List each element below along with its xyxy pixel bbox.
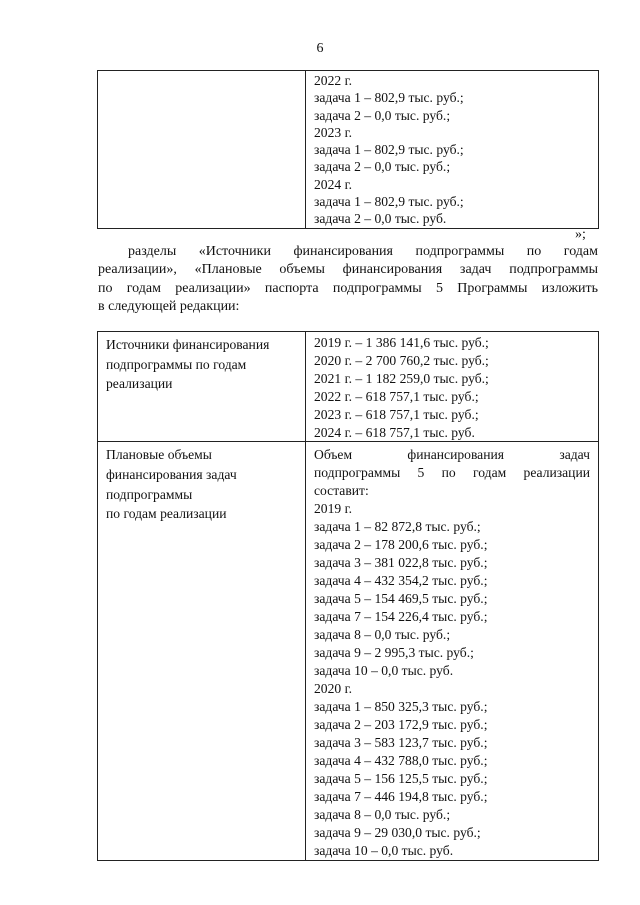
intro-line: Объем финансирования задач — [314, 447, 590, 463]
task-line: 2020 г. — [314, 681, 353, 697]
task-line: задача 1 – 82 872,8 тыс. руб.; — [314, 519, 481, 535]
task-line: задача 5 – 154 469,5 тыс. руб.; — [314, 591, 488, 607]
task-line: задача 8 – 0,0 тыс. руб.; — [314, 807, 451, 823]
year-amount-line: 2022 г. – 618 757,1 тыс. руб.; — [314, 388, 479, 404]
task-line: задача 3 – 583 123,7 тыс. руб.; — [314, 735, 488, 751]
task-line: задача 8 – 0,0 тыс. руб.; — [314, 627, 451, 643]
planned-volumes-values-cell — [306, 442, 599, 861]
task-line: задача 5 – 156 125,5 тыс. руб.; — [314, 771, 488, 787]
task-line: задача 4 – 432 788,0 тыс. руб.; — [314, 753, 488, 769]
task-line: задача 10 – 0,0 тыс. руб. — [314, 663, 454, 679]
task-line: задача 7 – 154 226,4 тыс. руб.; — [314, 609, 488, 625]
body-paragraph — [98, 243, 598, 316]
row-label-line: подпрограммы по годам — [106, 356, 247, 372]
row-label-line: финансирования задач — [106, 467, 237, 483]
table1-line: задача 1 – 802,9 тыс. руб.; — [314, 90, 464, 106]
page-number: 6 — [316, 41, 324, 56]
row-label-line: по годам реализации — [106, 506, 227, 522]
task-line: задача 1 – 850 325,3 тыс. руб.; — [314, 699, 488, 715]
paragraph-line: разделы «Источники финансирования подпрограммы по годам — [128, 244, 598, 259]
task-line: задача 3 – 381 022,8 тыс. руб.; — [314, 555, 488, 571]
passport-table — [97, 331, 599, 861]
table1-line: задача 2 – 0,0 тыс. руб.; — [314, 159, 451, 175]
table1-line: 2024 г. — [314, 176, 353, 192]
year-amount-line: 2023 г. – 618 757,1 тыс. руб.; — [314, 406, 479, 422]
year-amount-line: 2024 г. – 618 757,1 тыс. руб. — [314, 424, 475, 440]
year-amount-line: 2020 г. – 2 700 760,2 тыс. руб.; — [314, 352, 489, 368]
funding-sources-values-cell — [306, 332, 599, 442]
paragraph-line: по годам реализации» паспорта подпрограммы 5 Программы изложить — [98, 280, 598, 296]
table1-line: 2023 г. — [314, 124, 353, 140]
task-line: задача 7 – 446 194,8 тыс. руб.; — [314, 789, 488, 805]
table1-left-cell — [98, 71, 306, 229]
funding-sources-label-cell — [98, 332, 306, 442]
row-label-line: подпрограммы — [106, 486, 193, 502]
task-line: задача 9 – 29 030,0 тыс. руб.; — [314, 825, 481, 841]
task-line: задача 2 – 178 200,6 тыс. руб.; — [314, 537, 488, 553]
row-label-line: реализации — [106, 376, 173, 392]
row-label-line: Источники финансирования — [106, 337, 270, 352]
table1-right-cell — [306, 71, 599, 229]
planned-volumes-label-cell — [98, 442, 306, 861]
task-line: задача 2 – 203 172,9 тыс. руб.; — [314, 717, 488, 733]
task-line: составит: — [314, 483, 369, 499]
task-line: задача 10 – 0,0 тыс. руб. — [314, 843, 454, 859]
task-line: задача 9 – 2 995,3 тыс. руб.; — [314, 645, 474, 661]
funding-table-continued — [97, 70, 599, 229]
table1-line: задача 2 – 0,0 тыс. руб.; — [314, 107, 451, 123]
task-line: задача 4 – 432 354,2 тыс. руб.; — [314, 573, 488, 589]
table1-line: 2022 г. — [314, 73, 353, 88]
row-label-line: Плановые объемы — [106, 447, 212, 463]
year-amount-line: 2021 г. – 1 182 259,0 тыс. руб.; — [314, 370, 489, 386]
intro-line: подпрограммы 5 по годам реализации — [314, 465, 590, 481]
year-amount-line: 2019 г. – 1 386 141,6 тыс. руб.; — [314, 335, 489, 350]
table1-line: задача 1 – 802,9 тыс. руб.; — [314, 194, 464, 210]
task-line: 2019 г. — [314, 501, 353, 517]
table1-line: задача 1 – 802,9 тыс. руб.; — [314, 142, 464, 158]
table1-line: задача 2 – 0,0 тыс. руб. — [314, 211, 447, 227]
closing-quote: »; — [575, 227, 586, 242]
paragraph-line: реализации», «Плановые объемы финансирования задач подпрограммы — [98, 262, 598, 278]
paragraph-line: в следующей редакции: — [98, 298, 240, 314]
